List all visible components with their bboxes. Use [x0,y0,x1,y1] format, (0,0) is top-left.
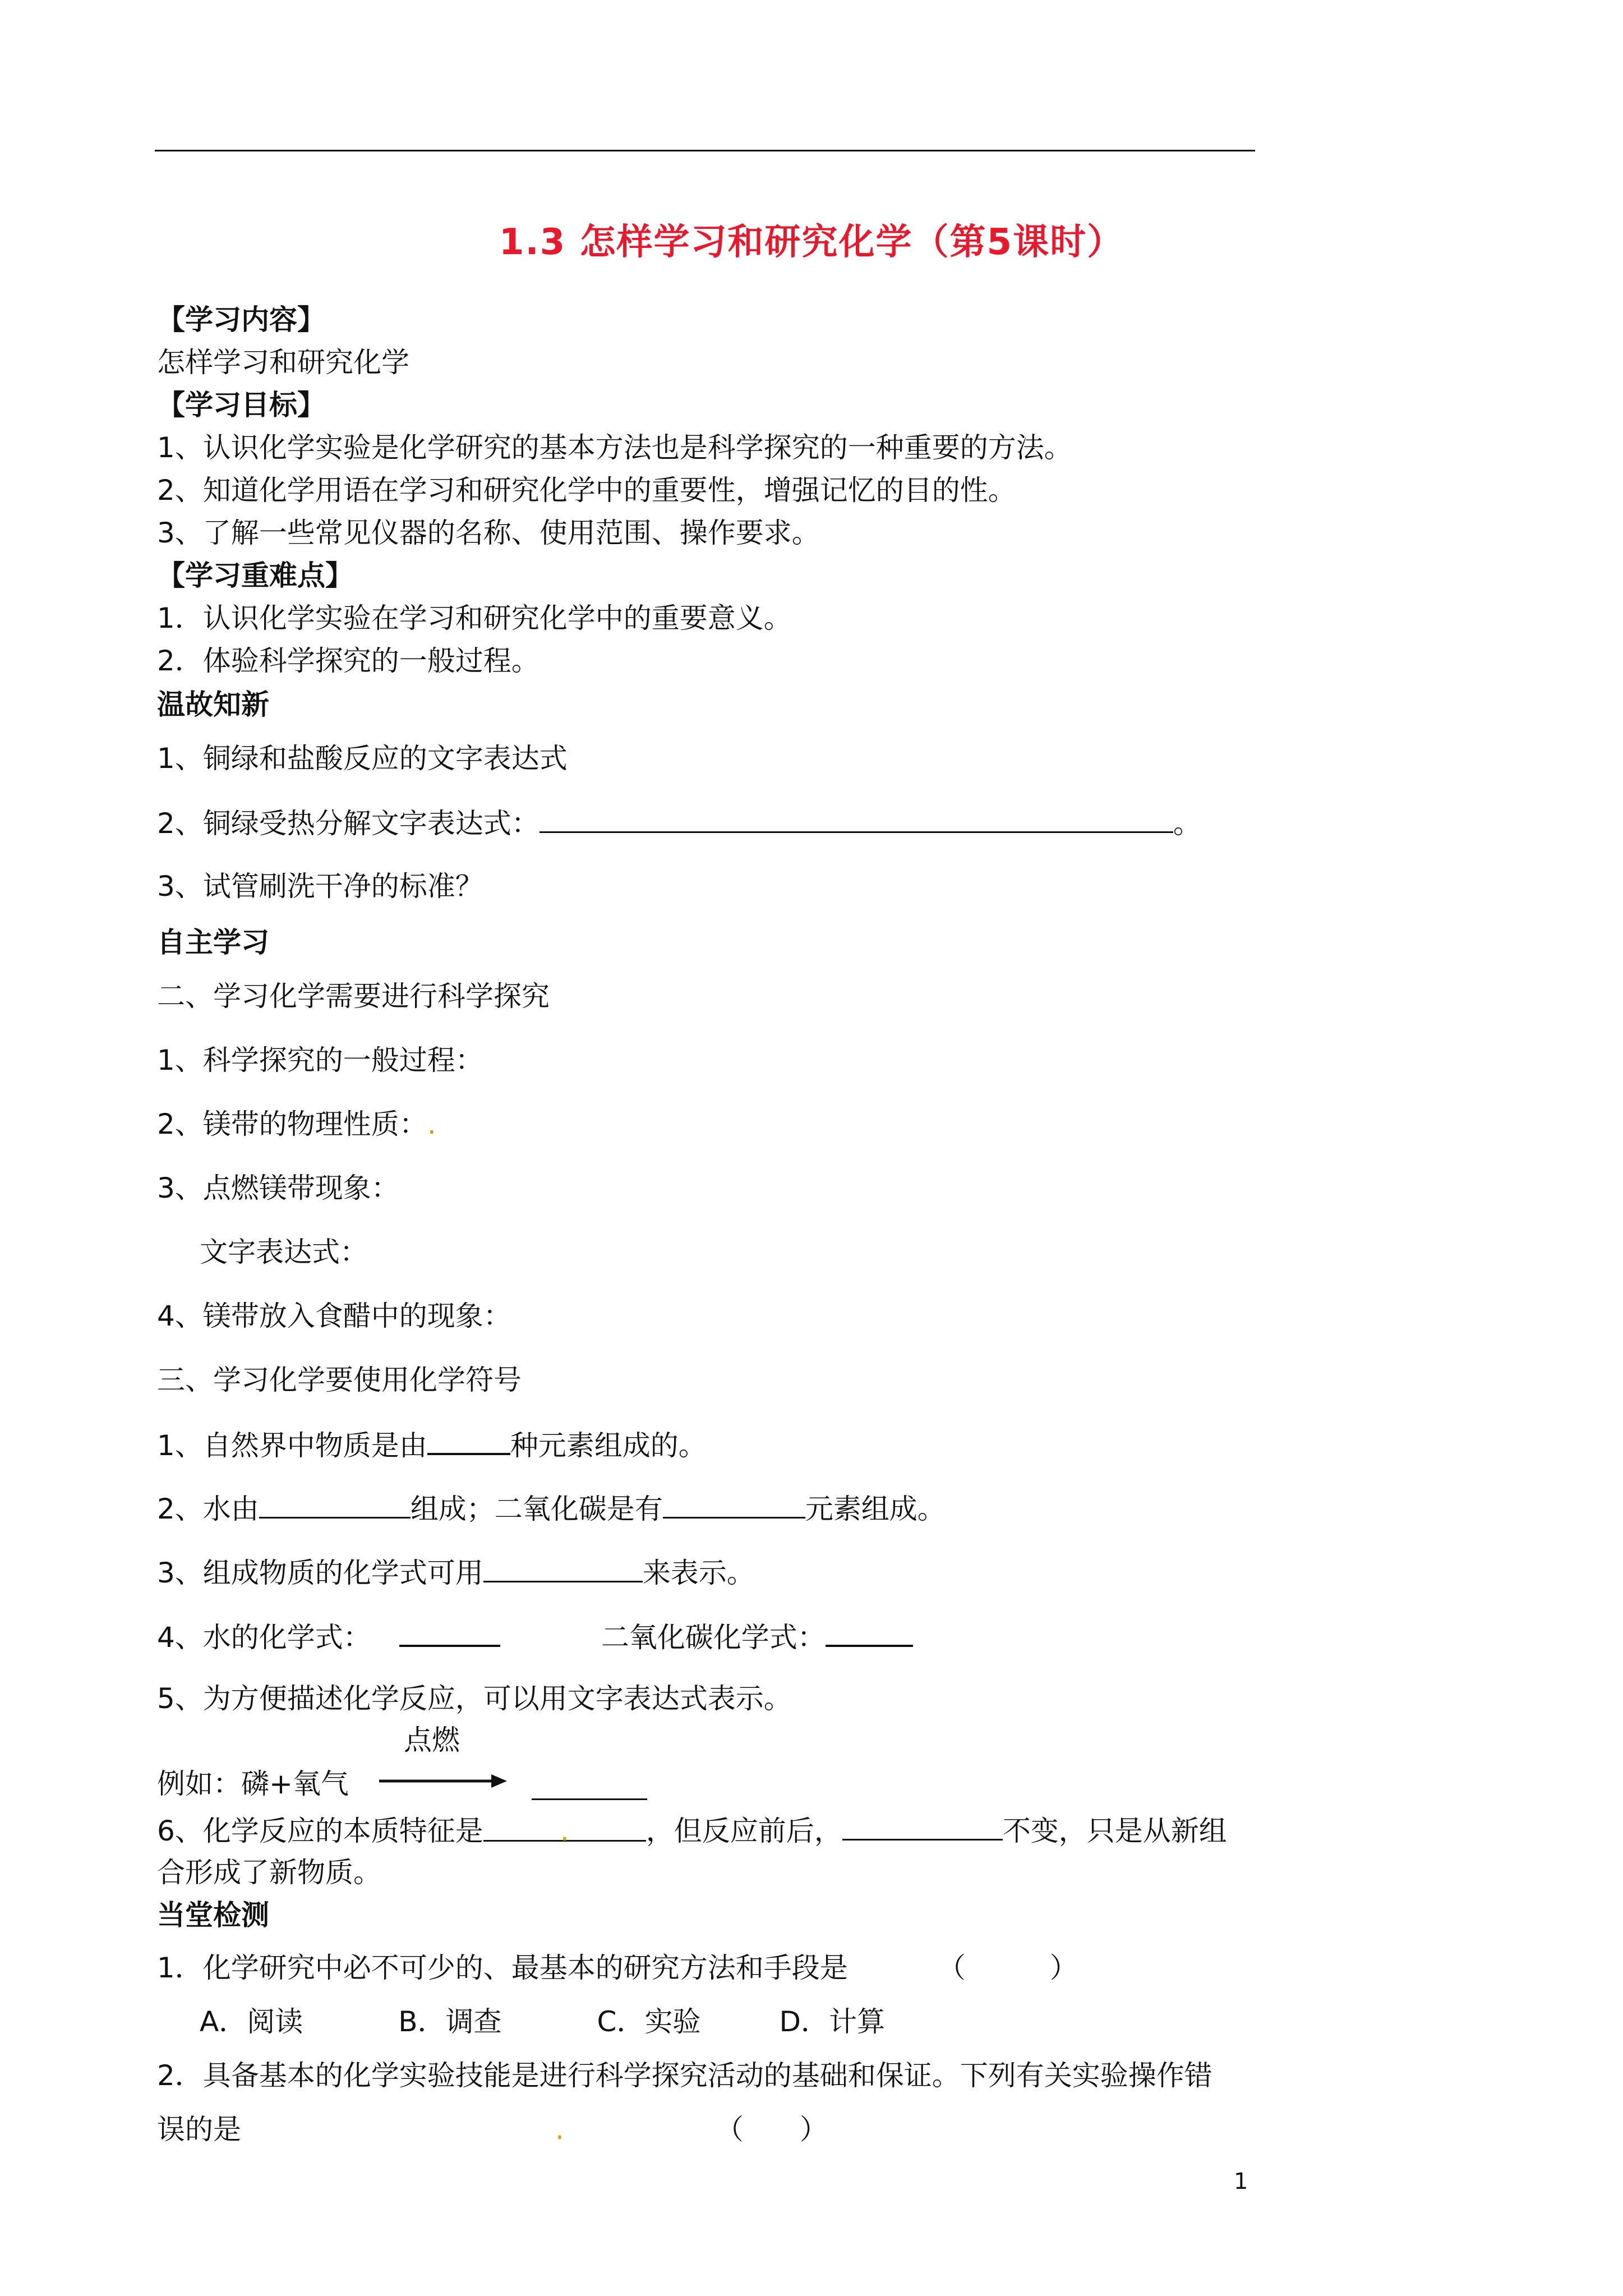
review-item: 3、试管刷洗干净的标准？ [157,870,483,903]
key-point: 2．体验科学探究的一般过程。 [157,645,540,677]
part3-item-6 [157,1813,1227,1848]
content-text: 怎样学习和研究化学 [157,346,409,379]
part3-item-5: 5、为方便描述化学反应，可以用文字表达式表示。 [157,1682,792,1715]
review-item-text: 2、铜绿受热分解文字表达式： [157,807,540,840]
answer-blank[interactable] [663,1491,805,1519]
header-rule [155,150,1255,151]
page-number: 1 [1234,2169,1248,2194]
dot-mark: . [555,2113,564,2146]
text: 组成；二氧化碳是有 [410,1493,663,1525]
example-reaction: 例如：磷+氧气 [157,1768,349,1800]
key-point: 1．认识化学实验在学习和研究化学中的重要意义。 [157,602,792,634]
answer-blank[interactable] [540,806,1173,833]
answer-blank[interactable] [826,1619,913,1647]
part2-item: 1、科学探究的一般过程： [157,1044,483,1076]
part2-item: 4、镁带放入食醋中的现象： [157,1300,511,1332]
question-2: 2．具备基本的化学实验技能是进行科学探究活动的基础和保证。下列有关实验操作错 [157,2059,1212,2092]
text: 2、水由 [157,1493,259,1525]
answer-blank[interactable] [483,1555,643,1582]
part2-item [157,1107,436,1141]
dot-mark: . [560,1815,569,1847]
text: ，但反应前后， [645,1815,842,1847]
answer-blank[interactable] [399,1619,500,1647]
text: 6、化学反应的本质特征是 [157,1815,483,1847]
answer-blank[interactable] [842,1813,1003,1841]
text: 元素组成。 [805,1493,946,1525]
part2-item: 文字表达式： [200,1236,368,1268]
test-heading: 当堂检测 [157,1899,269,1931]
review-item: 1、铜绿和盐酸反应的文字表达式 [157,742,568,775]
content-heading: 【学习内容】 [157,303,325,336]
option-a[interactable]: A．阅读 [200,2005,303,2038]
goal-item: 1、认识化学实验是化学研究的基本方法也是科学探究的一种重要的方法。 [157,431,1072,464]
part3-item-6-cont: 合形成了新物质。 [157,1856,381,1889]
answer-paren[interactable]: （ ） [715,2113,828,2146]
question-text: 1．化学研究中必不可少的、最基本的研究方法和手段是 [157,1952,848,1984]
goal-item: 3、了解一些常见仪器的名称、使用范围、操作要求。 [157,517,820,549]
part3-title: 三、学习化学要使用化学符号 [157,1364,522,1396]
page-title: 1.3 怎样学习和研究化学（第5课时） [499,222,1124,263]
self-study-heading: 自主学习 [157,926,269,959]
question-2-cont [157,2113,828,2146]
text: 种元素组成的。 [510,1429,707,1462]
goal-item: 2、知道化学用语在学习和研究化学中的重要性，增强记忆的目的性。 [157,474,1016,507]
question-text: 误的是 [157,2113,241,2146]
part3-item-1 [157,1427,707,1462]
part2-item-text: 2、镁带的物理性质： [157,1108,427,1140]
part2-title: 二、学习化学需要进行科学探究 [157,980,550,1013]
reaction-condition: 点燃 [404,1724,460,1756]
part3-item-3 [157,1555,755,1590]
answer-blank[interactable] [532,1798,647,1800]
answer-paren[interactable]: （ ） [937,1952,1078,1984]
text: 4、水的化学式： [157,1621,371,1654]
part3-item-2 [157,1491,946,1526]
review-item-2 [157,806,1201,840]
option-d[interactable]: D．计算 [779,2005,885,2038]
option-c[interactable]: C．实验 [597,2005,701,2038]
text: 来表示。 [642,1557,755,1589]
text: 不变，只是从新组 [1002,1815,1227,1847]
part3-item-4 [157,1619,913,1654]
text: 1、自然界中物质是由 [157,1429,427,1462]
dot-mark: . [427,1108,436,1140]
review-heading: 温故知新 [157,688,269,721]
answer-blank[interactable] [483,1814,646,1847]
period: 。 [1173,807,1201,840]
part2-item: 3、点燃镁带现象： [157,1172,399,1204]
key-heading: 【学习重难点】 [157,559,353,592]
answer-blank[interactable] [427,1427,510,1455]
answer-blank[interactable] [259,1491,411,1519]
reaction-arrow-icon [379,1770,508,1792]
question-1 [157,1951,1078,1985]
text: 二氧化碳化学式： [601,1621,826,1654]
question-1-options [200,2005,885,2039]
text: 3、组成物质的化学式可用 [157,1557,483,1589]
goals-heading: 【学习目标】 [157,389,325,421]
option-b[interactable]: B．调查 [398,2005,502,2038]
